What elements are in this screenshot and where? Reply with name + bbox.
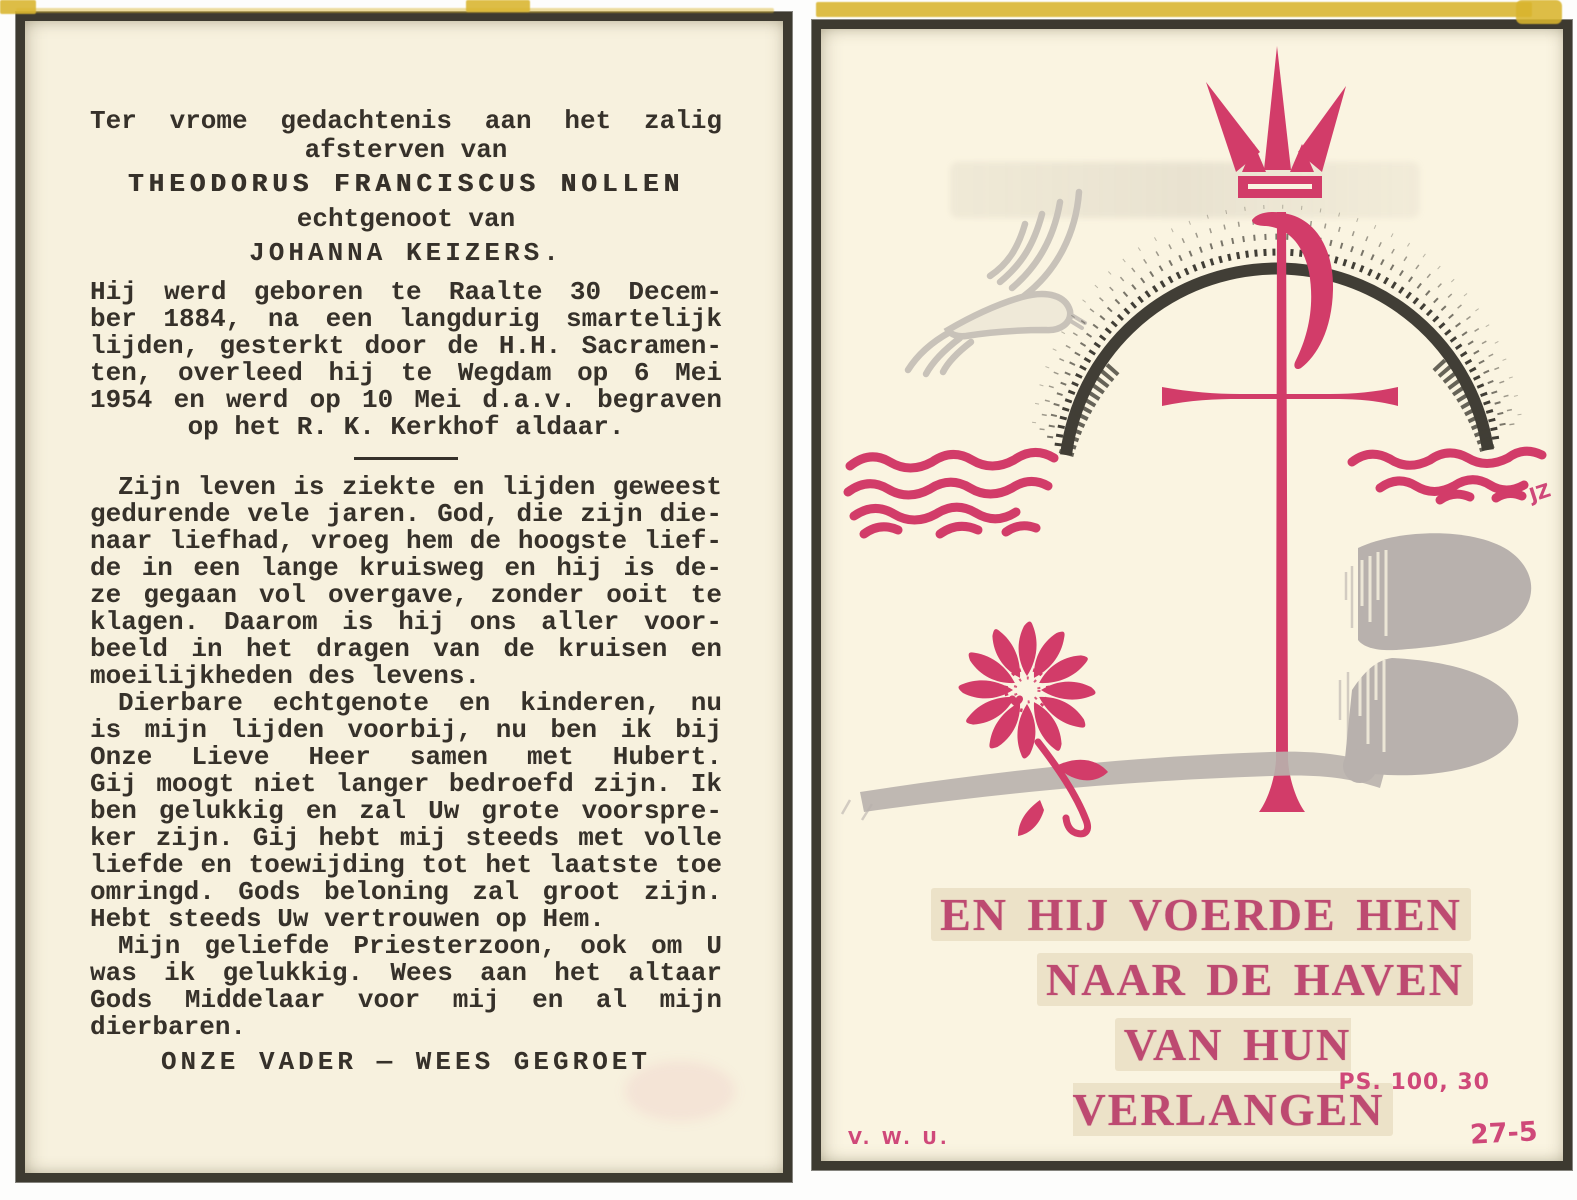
text-line: omringd. Gods beloning zal groot zijn. xyxy=(90,877,722,907)
paragraph-life xyxy=(90,474,722,690)
text-line: Hebt steeds Uw vertrouwen op Hem. xyxy=(90,904,605,934)
paragraph-farewell xyxy=(90,690,722,933)
text-line: ber 1884, na een langdurig smartelijk xyxy=(90,304,722,334)
deceased-name: THEODORUS FRANCISCUS NOLLEN xyxy=(127,169,685,199)
artist-monogram: JZ xyxy=(1526,479,1554,507)
text-line: ze gegaan vol overgave, zonder ooit te xyxy=(90,580,722,610)
header-line: echtgenoot van xyxy=(296,204,516,234)
text-line: de in een lange kruisweg en hij is de- xyxy=(90,553,722,583)
paragraph-priest-son xyxy=(90,933,722,1041)
text-line: liefde en toewijding tot het laatste toe xyxy=(90,850,722,880)
text-line: naar liefhad, vroeg hem de hoogste lief- xyxy=(90,526,722,556)
text-line: Onze Lieve Heer samen met Hubert. xyxy=(90,742,722,772)
caption-line xyxy=(970,947,1540,1012)
tape-fragment xyxy=(16,8,774,13)
publisher-mark: V. W. U. xyxy=(848,1128,950,1149)
section-divider xyxy=(354,457,458,460)
caption-text: NAAR DE HAVEN xyxy=(1037,953,1473,1006)
bible-verse-caption xyxy=(930,882,1500,1142)
tape-fragment xyxy=(816,2,1532,17)
memorial-text-block xyxy=(90,108,722,1076)
psalm-reference: PS. 100, 30 xyxy=(1338,1070,1490,1095)
spouse-name: JOHANNA KEIZERS. xyxy=(249,238,563,268)
text-line: Dierbare echtgenote en kinderen, nu xyxy=(118,688,722,718)
text-line: Mijn geliefde Priesterzoon, ook om U xyxy=(118,931,722,961)
text-line: was ik gelukkig. Wees aan het altaar xyxy=(90,958,722,988)
print-bleed-ghost xyxy=(950,162,1420,218)
text-line: Gij moogt niet langer bedroefd zijn. Ik xyxy=(90,769,722,799)
prayer-invocation: ONZE VADER — WEES GEGROET xyxy=(160,1047,652,1077)
text-line: ker zijn. Gij hebt mij steeds met volle xyxy=(90,823,722,853)
text-line: 1954 en werd op 10 Mei d.a.v. begraven xyxy=(90,385,722,415)
card-series-number: 27-5 xyxy=(1469,1116,1539,1151)
caption-text: VAN HUN VERLANGEN xyxy=(1073,1018,1394,1136)
header-line: afsterven van xyxy=(304,135,508,165)
text-line: op het R. K. Kerkhof aldaar. xyxy=(187,412,625,442)
text-line: ten, overleed hij te Wegdam op 6 Mei xyxy=(90,358,722,388)
text-line: lijden, gesterkt door de H.H. Sacramen- xyxy=(90,331,722,361)
text-line: Gods Middelaar voor mij en al mijn xyxy=(90,985,722,1015)
text-line: Hij werd geboren te Raalte 30 Decem- xyxy=(90,277,722,307)
text-line: moeilijkheden des levens. xyxy=(90,661,481,691)
text-line: gedurende vele jaren. God, die zijn die- xyxy=(90,499,722,529)
caption-text: EN HIJ VOERDE HEN xyxy=(931,888,1471,941)
text-line: dierbaren. xyxy=(90,1012,247,1042)
text-line: beeld in het dragen van de kruisen en xyxy=(90,634,722,664)
header-line: Ter vrome gedachtenis aan het zalig xyxy=(90,106,722,136)
caption-line xyxy=(916,882,1486,947)
paragraph-biography xyxy=(90,279,722,441)
tape-fragment xyxy=(1516,0,1562,24)
text-line: klagen. Daarom is hij ons aller voor- xyxy=(90,607,722,637)
text-line: ben gelukkig en zal Uw grote voorspre- xyxy=(90,796,722,826)
text-line: is mijn lijden voorbij, nu ben ik bij xyxy=(90,715,722,745)
text-line: Zijn leven is ziekte en lijden geweest xyxy=(118,472,722,502)
